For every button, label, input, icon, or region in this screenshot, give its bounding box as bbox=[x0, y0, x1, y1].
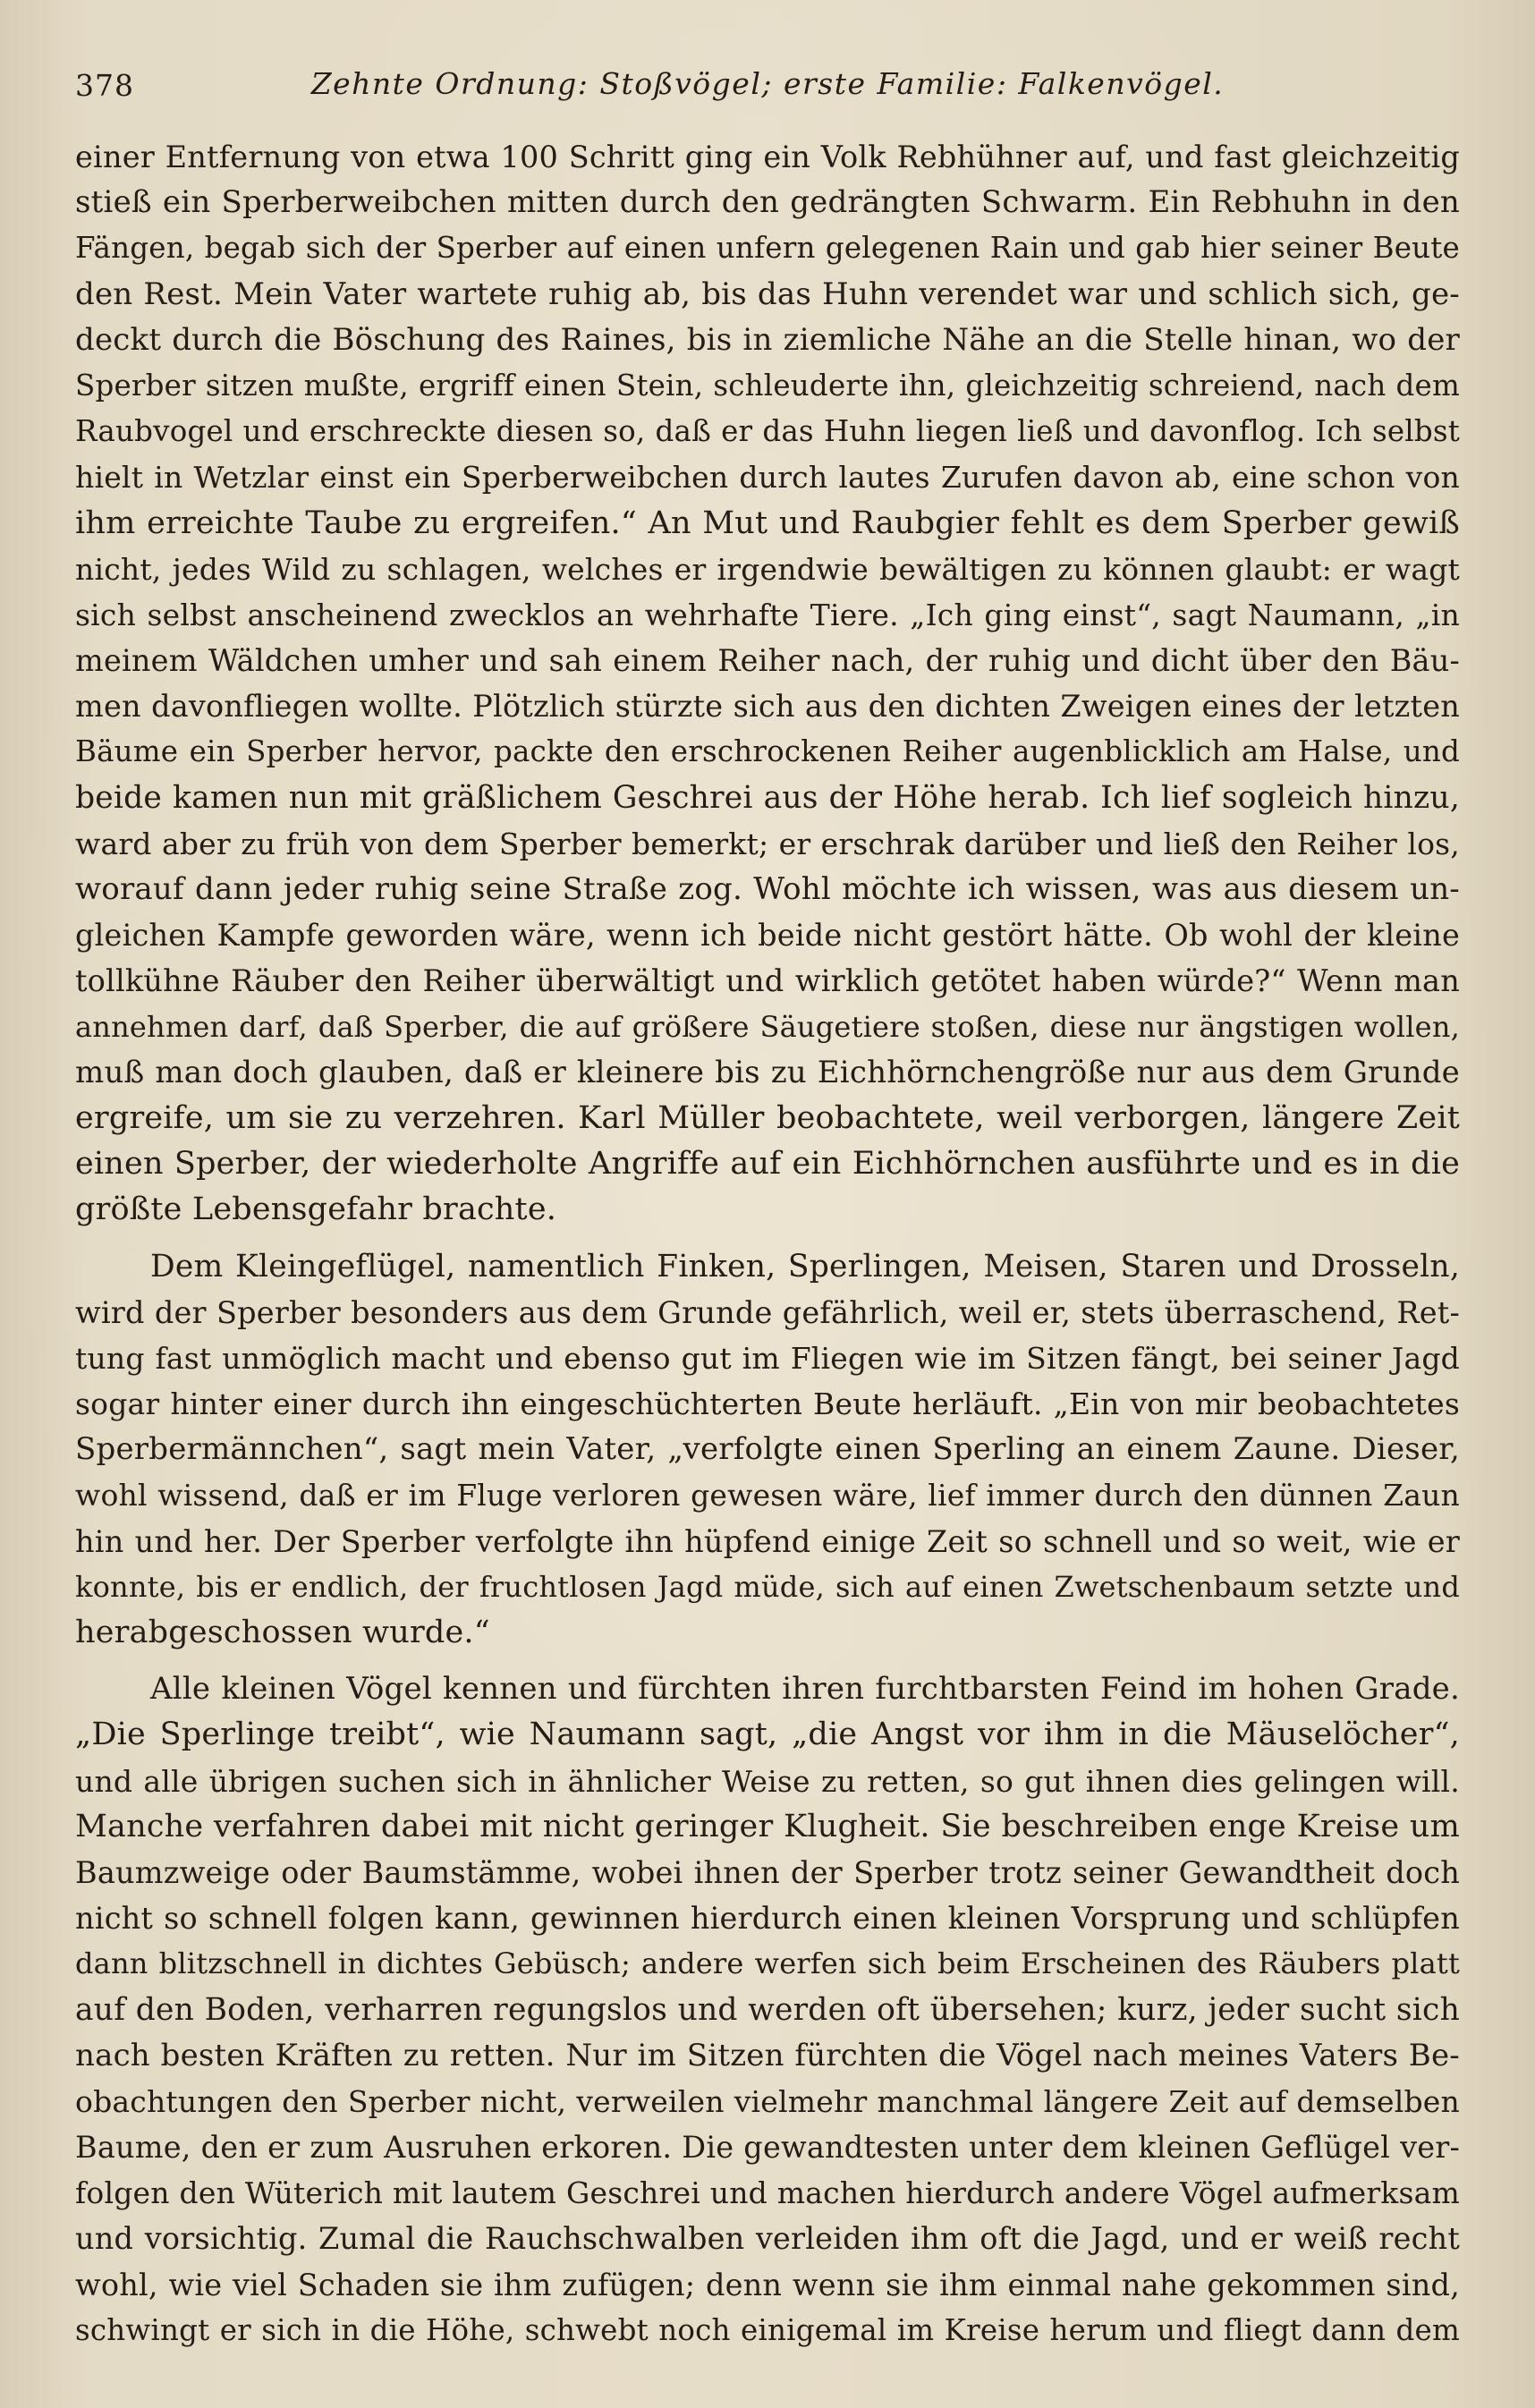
text-line: ward aber zu früh von dem Sperber bemerkt; er erschrak darüber und ließ den Reiher los, bbox=[75, 826, 1460, 861]
text-line: einer Entfernung von etwa 100 Schritt ging ein Volk Rebhühner auf, und fast gleichzeitig bbox=[75, 140, 1460, 174]
text-line: und vorsichtig. Zumal die Rauchschwalben verleiden ihm oft die Jagd, und er weiß recht bbox=[75, 2221, 1460, 2257]
text-line: Bäume ein Sperber hervor, packte den erschrockenen Reiher augenblicklich am Halse, und bbox=[75, 734, 1460, 769]
text-line: Raubvogel und erschreckte diesen so, daß er das Huhn liegen ließ und davonflog. Ich selbst bbox=[75, 414, 1460, 449]
text-line: gleichen Kampfe geworden wäre, wenn ich beide nicht gestört hätte. Ob wohl der kleine bbox=[75, 918, 1460, 954]
text-line: herabgeschossen wurde.“ bbox=[75, 1615, 490, 1650]
text-line: Sperber sitzen mußte, ergriff einen Stein, schleuderte ihn, gleichzeitig schreiend, nach dem bbox=[75, 368, 1460, 403]
page-header bbox=[75, 59, 1460, 113]
text-line: einen Sperber, der wiederholte Angriffe auf ein Eichhörnchen ausführte und es in die bbox=[75, 1146, 1460, 1183]
text-line: ihm erreichte Taube zu ergreifen.“ An Mut und Raubgier fehlt es dem Sperber gewiß bbox=[75, 504, 1460, 541]
text-line: konnte, bis er endlich, der fruchtlosen Jagd müde, sich auf einen Zwetschenbaum setzte und bbox=[75, 1569, 1460, 1604]
text-line: obachtungen den Sperber nicht, verweilen vielmehr manchmal längere Zeit auf demselben bbox=[75, 2083, 1460, 2119]
paragraph bbox=[75, 1244, 1460, 1657]
text-line: schwingt er sich in die Höhe, schwebt noch einigemal im Kreise herum und fliegt dann dem bbox=[75, 2312, 1460, 2347]
text-line: tung fast unmöglich macht und ebenso gut im Fliegen wie im Sitzen fängt, bei seiner Jagd bbox=[75, 1340, 1460, 1376]
text-line: wohl wissend, daß er im Fluge verloren gewesen wäre, lief immer durch den dünnen Zaun bbox=[75, 1478, 1460, 1513]
text-line: „Die Sperlinge treibt“, wie Naumann sagt, „die Angst vor ihm in die Mäuselöcher“, bbox=[75, 1717, 1460, 1753]
text-line: worauf dann jeder ruhig seine Straße zog. Wohl möchte ich wissen, was aus diesem un- bbox=[75, 871, 1460, 907]
text-line: wird der Sperber besonders aus dem Grunde gefährlich, weil er, stets überraschend, Ret- bbox=[75, 1294, 1460, 1330]
text-line: deckt durch die Böschung des Raines, bis in ziemliche Nähe an die Stelle hinan, wo der bbox=[75, 321, 1460, 358]
text-line: hin und her. Der Sperber verfolgte ihn hüpfend einige Zeit so schnell und so weit, wie er bbox=[75, 1523, 1460, 1559]
text-line: Dem Kleingeflügel, namentlich Finken, Sperlingen, Meisen, Staren und Drosseln, bbox=[150, 1248, 1460, 1285]
text-line: nicht, jedes Wild zu schlagen, welches er irgendwie bewältigen zu können glaubt: er wagt bbox=[75, 551, 1460, 587]
text-line: nicht so schnell folgen kann, gewinnen hierdurch einen kleinen Vorsprung und schlüpfen bbox=[75, 1901, 1460, 1937]
body-text bbox=[75, 134, 1460, 2353]
text-line: und alle übrigen suchen sich in ähnlicher Weise zu retten, so gut ihnen dies gelingen will. bbox=[75, 1763, 1460, 1799]
text-line: sich selbst anscheinend zwecklos an wehrhafte Tiere. „Ich ging einst“, sagt Naumann, „in bbox=[75, 597, 1460, 632]
text-line: nach besten Kräften zu retten. Nur im Sitzen fürchten die Vögel nach meines Vaters Be- bbox=[75, 2037, 1460, 2073]
text-line: annehmen darf, daß Sperber, die auf größere Säugetiere stoßen, diese nur ängstigen wollen, bbox=[75, 1009, 1460, 1044]
text-line: tollkühne Räuber den Reiher überwältigt und wirklich getötet haben würde?“ Wenn man bbox=[75, 963, 1460, 999]
text-line: größte Lebensgefahr brachte. bbox=[75, 1191, 557, 1228]
text-line: Alle kleinen Vögel kennen und fürchten ihren furchtbarsten Feind im hohen Grade. bbox=[150, 1671, 1460, 1708]
text-line: Sperbermännchen“, sagt mein Vater, „verfolgte einen Sperling an einem Zaune. Dieser, bbox=[75, 1431, 1460, 1468]
text-line: Manche verfahren dabei mit nicht geringer Klugheit. Sie beschreiben enge Kreise um bbox=[75, 1808, 1460, 1844]
paragraph bbox=[75, 134, 1460, 1234]
paragraph-gap bbox=[75, 1234, 1460, 1244]
text-line: Baumzweige oder Baumstämme, wobei ihnen der Sperber trotz seiner Gewandtheit doch bbox=[75, 1854, 1460, 1890]
text-line: muß man doch glauben, daß er kleinere bis zu Eichhörnchengröße nur aus dem Grunde bbox=[75, 1054, 1460, 1090]
paragraph-gap bbox=[75, 1656, 1460, 1666]
text-line: ergreife, um sie zu verzehren. Karl Müller beobachtete, weil verborgen, längere Zeit bbox=[75, 1099, 1460, 1136]
text-line: stieß ein Sperberweibchen mitten durch den gedrängten Schwarm. Ein Rebhuhn in den bbox=[75, 184, 1460, 221]
text-line: hielt in Wetzlar einst ein Sperberweibchen durch lautes Zurufen davon ab, eine schon von bbox=[75, 460, 1460, 496]
text-line: beide kamen nun mit gräßlichem Geschrei aus der Höhe herab. Ich lief sogleich hinzu, bbox=[75, 779, 1460, 816]
text-line: sogar hinter einer durch ihn eingeschüchterten Beute herläuft. „Ein von mir beobachtetes bbox=[75, 1386, 1460, 1422]
text-line: auf den Boden, verharren regungslos und werden oft übersehen; kurz, jeder sucht sich bbox=[75, 1991, 1460, 2028]
text-line: men davonfliegen wollte. Plötzlich stürzte sich aus den dichten Zweigen eines der letzten bbox=[75, 689, 1460, 725]
text-line: Baume, den er zum Ausruhen erkoren. Die gewandtesten unter dem kleinen Geflügel ver- bbox=[75, 2130, 1460, 2166]
text-line: Fängen, begab sich der Sperber auf einen unfern gelegenen Rain und gab hier seiner Beute bbox=[75, 231, 1460, 266]
text-line: folgen den Wüterich mit lautem Geschrei und machen hierdurch andere Vögel aufmerksam bbox=[75, 2175, 1460, 2211]
text-line: dann blitzschnell in dichtes Gebüsch; andere werfen sich beim Erscheinen des Räubers platt bbox=[75, 1946, 1460, 1981]
paragraph bbox=[75, 1666, 1460, 2353]
page-number: 378 bbox=[75, 68, 134, 103]
text-line: meinem Wäldchen umher und sah einem Reiher nach, der ruhig und dicht über den Bäu- bbox=[75, 643, 1460, 679]
running-head: Zehnte Ordnung: Stoßvögel; erste Familie: Falkenvögel. bbox=[310, 66, 1225, 101]
text-line: wohl, wie viel Schaden sie ihm zufügen; denn wenn sie ihm einmal nahe gekommen sind, bbox=[75, 2267, 1460, 2302]
text-line: den Rest. Mein Vater wartete ruhig ab, bis das Huhn verendet war und schlich sich, ge- bbox=[75, 276, 1460, 312]
